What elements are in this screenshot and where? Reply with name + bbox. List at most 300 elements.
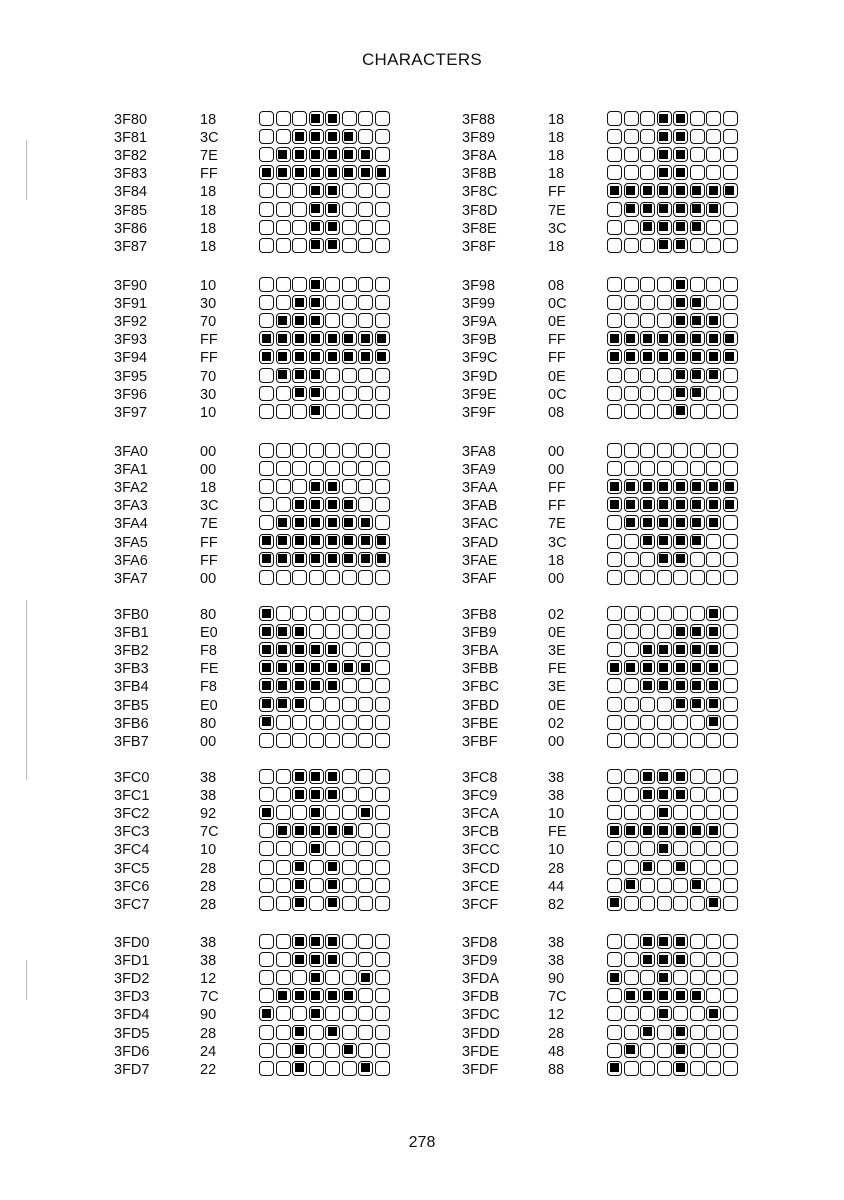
- hex-value: 44: [548, 878, 565, 895]
- pixel-off: [657, 277, 672, 292]
- pixel-on: [706, 642, 721, 657]
- pixel-on: [706, 497, 721, 512]
- pixel-off: [723, 129, 738, 144]
- hex-value: FF: [548, 498, 566, 515]
- pixel-off: [276, 111, 291, 126]
- hex-value: 08: [548, 278, 565, 294]
- hex-value: 28: [548, 860, 565, 877]
- pixel-off: [657, 624, 672, 639]
- pixel-on: [657, 1006, 672, 1021]
- char-group: [462, 277, 762, 422]
- char-row: [462, 331, 762, 349]
- pixel-on: [640, 1025, 655, 1040]
- char-row: [462, 277, 762, 295]
- pixel-off: [607, 368, 622, 383]
- pixel-off: [342, 202, 357, 217]
- pixel-off: [607, 805, 622, 820]
- bit-pattern: [259, 1025, 390, 1040]
- hex-value: 22: [200, 1061, 217, 1078]
- char-row: [114, 497, 414, 515]
- pixel-on: [325, 823, 340, 838]
- char-row: [114, 183, 414, 201]
- address-label: 3F85: [114, 202, 148, 219]
- pixel-on: [673, 1025, 688, 1040]
- pixel-on: [607, 183, 622, 198]
- pixel-off: [325, 805, 340, 820]
- hex-value: 0E: [548, 625, 566, 642]
- bit-pattern: [259, 313, 390, 328]
- pixel-on: [325, 202, 340, 217]
- pixel-off: [358, 1025, 373, 1040]
- pixel-on: [342, 552, 357, 567]
- char-row: [462, 988, 762, 1006]
- pixel-off: [375, 570, 390, 585]
- pixel-on: [276, 552, 291, 567]
- hex-value: 28: [200, 860, 217, 877]
- pixel-on: [690, 988, 705, 1003]
- char-group: [462, 769, 762, 914]
- bit-pattern: [607, 697, 738, 712]
- pixel-off: [640, 970, 655, 985]
- address-label: 3F98: [462, 278, 496, 294]
- pixel-on: [325, 678, 340, 693]
- pixel-on: [690, 497, 705, 512]
- pixel-off: [706, 534, 721, 549]
- address-label: 3FA6: [114, 552, 148, 569]
- char-row: [462, 368, 762, 386]
- address-label: 3F92: [114, 314, 148, 331]
- scan-mark: [26, 140, 27, 200]
- char-row: [462, 878, 762, 896]
- pixel-off: [607, 313, 622, 328]
- pixel-on: [690, 331, 705, 346]
- pixel-off: [657, 368, 672, 383]
- pixel-off: [375, 805, 390, 820]
- pixel-on: [259, 715, 274, 730]
- pixel-on: [325, 534, 340, 549]
- bit-pattern: [607, 860, 738, 875]
- pixel-off: [259, 988, 274, 1003]
- address-label: 3FBD: [462, 697, 500, 714]
- pixel-off: [325, 970, 340, 985]
- bit-pattern: [259, 386, 390, 401]
- pixel-off: [375, 642, 390, 657]
- pixel-off: [358, 295, 373, 310]
- pixel-off: [607, 841, 622, 856]
- pixel-on: [607, 479, 622, 494]
- pixel-off: [657, 1043, 672, 1058]
- char-row: [462, 642, 762, 660]
- char-row: [462, 715, 762, 733]
- bit-pattern: [259, 111, 390, 126]
- pixel-off: [342, 1006, 357, 1021]
- page-title: CHARACTERS: [361, 50, 483, 69]
- pixel-on: [673, 220, 688, 235]
- pixel-on: [673, 769, 688, 784]
- pixel-off: [292, 111, 307, 126]
- bit-pattern: [607, 570, 738, 585]
- pixel-on: [325, 129, 340, 144]
- address-label: 3FDC: [462, 1007, 500, 1024]
- pixel-off: [607, 1006, 622, 1021]
- pixel-off: [723, 1043, 738, 1058]
- address-label: 3FB2: [114, 643, 149, 660]
- pixel-on: [706, 479, 721, 494]
- pixel-off: [673, 570, 688, 585]
- pixel-off: [690, 1061, 705, 1076]
- pixel-off: [375, 443, 390, 458]
- pixel-on: [706, 624, 721, 639]
- pixel-off: [259, 497, 274, 512]
- pixel-off: [673, 606, 688, 621]
- pixel-off: [640, 165, 655, 180]
- pixel-on: [690, 368, 705, 383]
- pixel-off: [624, 111, 639, 126]
- pixel-off: [706, 1043, 721, 1058]
- pixel-on: [259, 697, 274, 712]
- pixel-off: [640, 368, 655, 383]
- pixel-off: [624, 386, 639, 401]
- char-row: [462, 660, 762, 678]
- pixel-on: [640, 202, 655, 217]
- address-label: 3FB1: [114, 625, 149, 642]
- pixel-on: [624, 1043, 639, 1058]
- char-row: [462, 805, 762, 823]
- pixel-on: [292, 896, 307, 911]
- bit-pattern: [259, 952, 390, 967]
- address-label: 3F87: [114, 238, 148, 255]
- bit-pattern: [259, 331, 390, 346]
- hex-value: 38: [200, 770, 217, 786]
- pixel-on: [292, 624, 307, 639]
- char-row: [114, 220, 414, 238]
- pixel-on: [640, 349, 655, 364]
- pixel-on: [276, 368, 291, 383]
- pixel-on: [309, 805, 324, 820]
- hex-value: 48: [548, 1043, 565, 1060]
- pixel-off: [358, 988, 373, 1003]
- pixel-off: [375, 678, 390, 693]
- char-row: [462, 787, 762, 805]
- char-row: [462, 606, 762, 624]
- pixel-off: [375, 147, 390, 162]
- pixel-on: [673, 386, 688, 401]
- address-label: 3FDE: [462, 1043, 500, 1060]
- pixel-off: [358, 220, 373, 235]
- pixel-on: [259, 805, 274, 820]
- bit-pattern: [607, 277, 738, 292]
- pixel-off: [624, 129, 639, 144]
- char-row: [462, 313, 762, 331]
- pixel-off: [723, 1006, 738, 1021]
- pixel-off: [259, 404, 274, 419]
- address-label: 3FAA: [462, 480, 498, 497]
- char-row: [114, 769, 414, 787]
- address-label: 3FD2: [114, 971, 150, 988]
- pixel-off: [276, 183, 291, 198]
- hex-value: 02: [548, 607, 565, 623]
- pixel-on: [292, 787, 307, 802]
- pixel-off: [259, 461, 274, 476]
- pixel-off: [690, 606, 705, 621]
- pixel-off: [657, 697, 672, 712]
- pixel-on: [276, 165, 291, 180]
- char-row: [462, 1006, 762, 1024]
- pixel-on: [673, 660, 688, 675]
- hex-value: 02: [548, 715, 565, 732]
- hex-value: 38: [548, 953, 565, 970]
- pixel-on: [309, 238, 324, 253]
- pixel-on: [325, 497, 340, 512]
- pixel-off: [375, 404, 390, 419]
- address-label: 3F9B: [462, 332, 497, 349]
- pixel-on: [259, 624, 274, 639]
- pixel-off: [607, 860, 622, 875]
- pixel-off: [607, 697, 622, 712]
- char-row: [462, 841, 762, 859]
- pixel-off: [607, 733, 622, 748]
- pixel-off: [309, 570, 324, 585]
- pixel-off: [640, 461, 655, 476]
- pixel-off: [723, 624, 738, 639]
- address-label: 3F8B: [462, 166, 497, 183]
- pixel-off: [375, 787, 390, 802]
- address-label: 3F94: [114, 350, 148, 367]
- pixel-off: [325, 606, 340, 621]
- pixel-off: [690, 952, 705, 967]
- hex-value: 3E: [548, 643, 566, 660]
- pixel-on: [309, 660, 324, 675]
- pixel-off: [640, 624, 655, 639]
- pixel-on: [276, 624, 291, 639]
- pixel-on: [292, 1025, 307, 1040]
- bit-pattern: [259, 570, 390, 585]
- pixel-off: [375, 238, 390, 253]
- pixel-off: [358, 769, 373, 784]
- scan-mark: [26, 960, 27, 1000]
- address-label: 3FA2: [114, 480, 148, 497]
- bit-pattern: [259, 787, 390, 802]
- pixel-off: [276, 715, 291, 730]
- pixel-off: [624, 461, 639, 476]
- pixel-off: [690, 129, 705, 144]
- char-row: [462, 295, 762, 313]
- bit-pattern: [259, 988, 390, 1003]
- pixel-on: [325, 165, 340, 180]
- char-row: [462, 697, 762, 715]
- pixel-off: [358, 678, 373, 693]
- pixel-on: [690, 678, 705, 693]
- pixel-on: [706, 606, 721, 621]
- pixel-on: [292, 534, 307, 549]
- pixel-off: [706, 1025, 721, 1040]
- pixel-off: [259, 515, 274, 530]
- pixel-on: [673, 697, 688, 712]
- pixel-on: [259, 642, 274, 657]
- pixel-on: [292, 368, 307, 383]
- pixel-on: [292, 295, 307, 310]
- pixel-on: [624, 349, 639, 364]
- pixel-off: [259, 823, 274, 838]
- hex-value: 18: [200, 480, 217, 497]
- bit-pattern: [607, 404, 738, 419]
- address-label: 3FD3: [114, 989, 150, 1006]
- pixel-off: [358, 841, 373, 856]
- pixel-off: [342, 183, 357, 198]
- hex-value: FE: [548, 661, 567, 678]
- pixel-off: [259, 202, 274, 217]
- pixel-on: [607, 896, 622, 911]
- hex-value: 0C: [548, 386, 567, 403]
- pixel-off: [640, 295, 655, 310]
- pixel-off: [706, 129, 721, 144]
- pixel-on: [292, 552, 307, 567]
- bit-pattern: [259, 970, 390, 985]
- address-label: 3FAC: [462, 516, 499, 533]
- pixel-off: [309, 1043, 324, 1058]
- bit-pattern: [607, 295, 738, 310]
- hex-value: 38: [200, 953, 217, 970]
- hex-value: 38: [548, 788, 565, 805]
- pixel-off: [325, 715, 340, 730]
- pixel-on: [673, 678, 688, 693]
- pixel-off: [690, 733, 705, 748]
- pixel-on: [358, 660, 373, 675]
- pixel-on: [309, 934, 324, 949]
- pixel-off: [325, 697, 340, 712]
- pixel-on: [640, 534, 655, 549]
- address-label: 3FDB: [462, 989, 500, 1006]
- pixel-off: [690, 1043, 705, 1058]
- char-group: [462, 934, 762, 1079]
- char-row: [462, 497, 762, 515]
- pixel-on: [309, 220, 324, 235]
- pixel-off: [325, 733, 340, 748]
- pixel-on: [309, 111, 324, 126]
- hex-value: E0: [200, 625, 218, 642]
- char-group: [462, 111, 762, 256]
- pixel-off: [723, 443, 738, 458]
- pixel-off: [375, 313, 390, 328]
- pixel-on: [657, 331, 672, 346]
- hex-value: 24: [200, 1043, 217, 1060]
- pixel-on: [690, 349, 705, 364]
- bit-pattern: [607, 841, 738, 856]
- address-label: 3FBF: [462, 733, 498, 750]
- pixel-on: [292, 147, 307, 162]
- pixel-on: [325, 111, 340, 126]
- char-row: [462, 220, 762, 238]
- pixel-on: [276, 313, 291, 328]
- pixel-on: [624, 497, 639, 512]
- pixel-on: [624, 660, 639, 675]
- address-label: 3FA1: [114, 462, 148, 479]
- pixel-off: [607, 642, 622, 657]
- pixel-off: [607, 277, 622, 292]
- pixel-off: [624, 860, 639, 875]
- bit-pattern: [607, 642, 738, 657]
- pixel-off: [276, 841, 291, 856]
- pixel-off: [292, 970, 307, 985]
- pixel-off: [673, 715, 688, 730]
- pixel-off: [723, 1061, 738, 1076]
- pixel-off: [309, 624, 324, 639]
- pixel-off: [375, 220, 390, 235]
- address-label: 3F97: [114, 404, 148, 421]
- char-row: [462, 678, 762, 696]
- pixel-on: [706, 823, 721, 838]
- char-row: [114, 896, 414, 914]
- bit-pattern: [259, 497, 390, 512]
- pixel-off: [607, 386, 622, 401]
- pixel-on: [259, 552, 274, 567]
- char-row: [462, 349, 762, 367]
- pixel-on: [325, 349, 340, 364]
- address-label: 3FA8: [462, 444, 496, 460]
- hex-value: 7E: [200, 148, 218, 165]
- pixel-off: [276, 386, 291, 401]
- address-label: 3FA0: [114, 444, 148, 460]
- address-label: 3F8C: [462, 184, 498, 201]
- address-label: 3FB6: [114, 715, 149, 732]
- pixel-on: [292, 769, 307, 784]
- bit-pattern: [259, 697, 390, 712]
- pixel-on: [690, 697, 705, 712]
- pixel-off: [342, 220, 357, 235]
- bit-pattern: [259, 805, 390, 820]
- pixel-off: [358, 443, 373, 458]
- pixel-off: [276, 404, 291, 419]
- pixel-off: [640, 147, 655, 162]
- bit-pattern: [259, 841, 390, 856]
- pixel-off: [292, 841, 307, 856]
- char-row: [462, 860, 762, 878]
- pixel-off: [259, 220, 274, 235]
- bit-pattern: [607, 678, 738, 693]
- bit-pattern: [259, 642, 390, 657]
- pixel-on: [690, 823, 705, 838]
- pixel-on: [657, 349, 672, 364]
- pixel-on: [640, 515, 655, 530]
- char-row: [462, 896, 762, 914]
- pixel-on: [259, 534, 274, 549]
- pixel-off: [690, 860, 705, 875]
- pixel-off: [607, 129, 622, 144]
- pixel-on: [259, 349, 274, 364]
- pixel-on: [673, 183, 688, 198]
- char-row: [462, 534, 762, 552]
- pixel-off: [292, 733, 307, 748]
- pixel-off: [706, 443, 721, 458]
- pixel-on: [292, 165, 307, 180]
- pixel-off: [690, 1006, 705, 1021]
- pixel-off: [706, 238, 721, 253]
- pixel-off: [640, 443, 655, 458]
- pixel-off: [640, 697, 655, 712]
- pixel-off: [607, 147, 622, 162]
- char-row: [114, 165, 414, 183]
- address-label: 3F89: [462, 130, 496, 147]
- pixel-off: [706, 552, 721, 567]
- bit-pattern: [259, 896, 390, 911]
- pixel-off: [607, 238, 622, 253]
- bit-pattern: [607, 129, 738, 144]
- pixel-off: [309, 733, 324, 748]
- address-label: 3FD5: [114, 1025, 150, 1042]
- pixel-on: [309, 147, 324, 162]
- pixel-off: [723, 238, 738, 253]
- char-row: [462, 479, 762, 497]
